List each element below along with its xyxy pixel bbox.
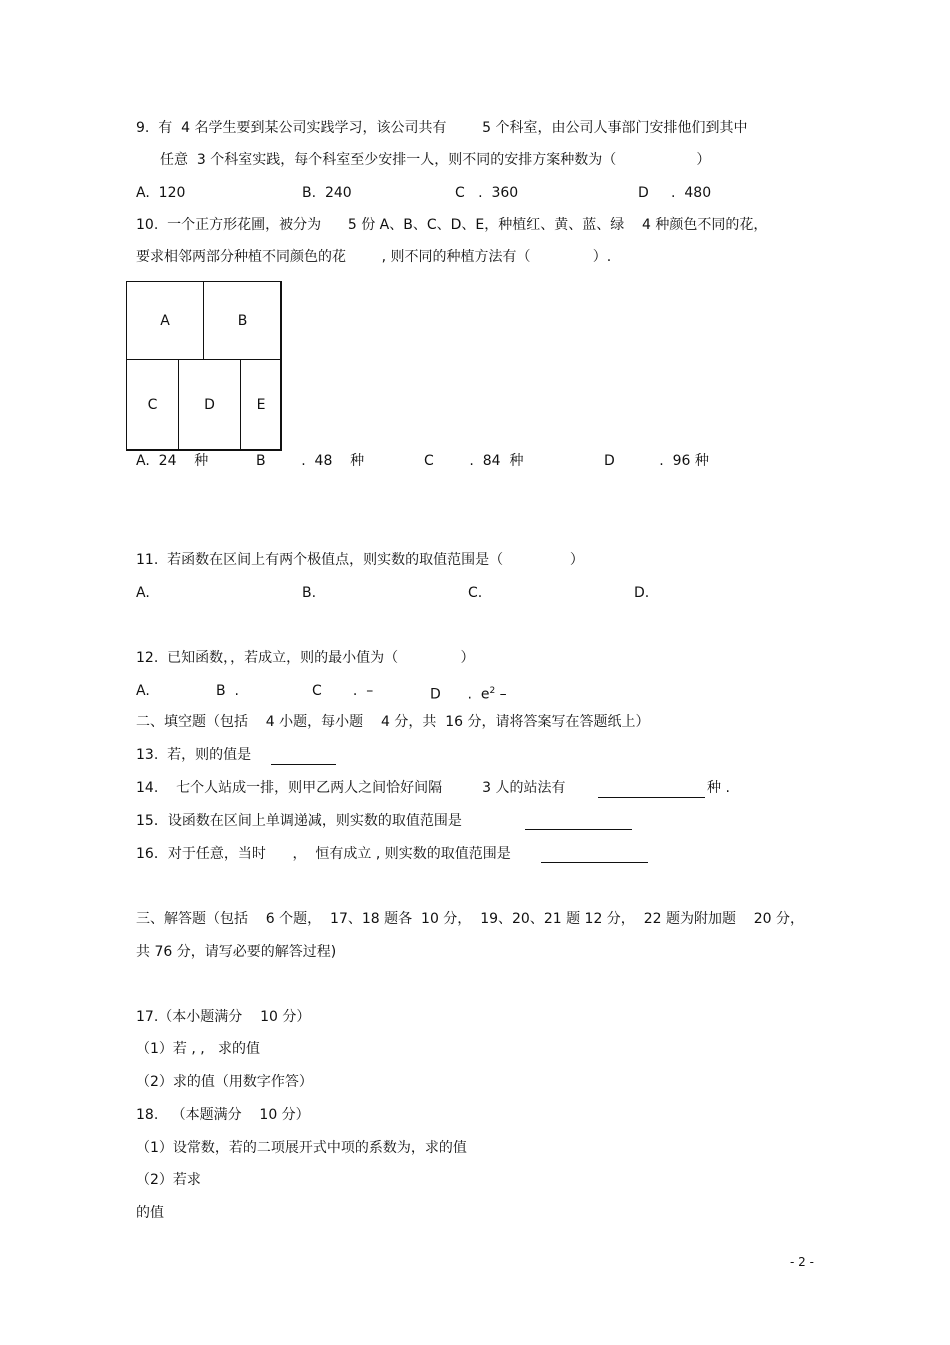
q9-option-c: C . 360	[455, 185, 519, 201]
q13-answer-blank[interactable]	[271, 764, 336, 765]
q12-option-d-exponent: 2	[489, 686, 496, 696]
q12-option-d-tail: –	[495, 686, 507, 703]
q16-stem: 16．对于任意，当时 ， 恒有成立 , 则实数的取值范围是	[136, 846, 511, 862]
q9-option-d: D . 480	[638, 185, 712, 201]
q17-part1: （1）若 , , 求的值	[136, 1041, 261, 1057]
q10-option-a: A. 24 种	[136, 453, 209, 469]
q12-option-d-text: D . e	[430, 686, 490, 703]
q14-answer-blank[interactable]	[598, 797, 705, 798]
q10-option-d: D . 96 种	[604, 453, 709, 469]
q15-stem: 15．设函数在区间上单调递减，则实数的取值范围是	[136, 813, 462, 829]
garden-cell-c: C	[126, 359, 179, 451]
section3-heading-line1: 三、解答题（包括 6 个题， 17、18 题各 10 分， 19、20、21 题 12 分， 22 题为附加题 20 分，	[136, 911, 805, 927]
q10-option-c: C . 84 种	[424, 453, 524, 469]
q11-option-d: D.	[634, 585, 650, 601]
q18-part2: （2）若求	[136, 1172, 201, 1188]
q14-unit: 种 .	[707, 780, 730, 796]
q17-title: 17.（本小题满分 10 分）	[136, 1009, 311, 1025]
page-number: - 2 -	[790, 1255, 814, 1269]
q14-stem: 14. 七个人站成一排，则甲乙两人之间恰好间隔 3 人的站法有	[136, 780, 566, 796]
q9-stem-line1: 9. 有 4 名学生要到某公司实践学习，该公司共有 5 个科室，由公司人事部门安排他们到其中	[136, 120, 748, 136]
garden-diagram	[126, 281, 281, 450]
q12-option-a: A.	[136, 683, 150, 699]
q12-option-b: B .	[216, 683, 239, 699]
q17-part2: （2）求的值（用数字作答）	[136, 1074, 313, 1090]
q9-option-a: A. 120	[136, 185, 186, 201]
q12-option-d	[430, 682, 507, 704]
q18-part2-continuation: 的值	[136, 1205, 164, 1221]
q12-option-c: C . –	[312, 683, 374, 699]
section2-heading: 二、填空题（包括 4 小题，每小题 4 分，共 16 分，请将答案写在答题纸上）	[136, 714, 650, 730]
q11-option-c: C.	[468, 585, 483, 601]
q11-option-a: A.	[136, 585, 150, 601]
garden-cell-b: B	[203, 281, 282, 360]
q10-option-b: B . 48 种	[256, 453, 365, 469]
q9-stem-line2: 任意 3 个科室实践，每个科室至少安排一人，则不同的安排方案种数为（ ）	[160, 152, 711, 168]
garden-cell-e: E	[240, 359, 282, 451]
garden-cell-a: A	[126, 281, 204, 360]
q13-stem: 13. 若，则的值是	[136, 747, 252, 763]
q15-answer-blank[interactable]	[525, 829, 632, 830]
q10-stem-line2: 要求相邻两部分种植不同颜色的花 , 则不同的种植方法有（ ）.	[136, 249, 612, 265]
q11-stem: 11. 若函数在区间上有两个极值点，则实数的取值范围是（ ）	[136, 552, 584, 568]
section3-heading-line2: 共 76 分，请写必要的解答过程)	[136, 944, 337, 960]
q18-title: 18. （本题满分 10 分）	[136, 1107, 310, 1123]
q18-part1: （1）设常数，若的二项展开式中项的系数为，求的值	[136, 1140, 467, 1156]
q12-stem: 12. 已知函数，，若成立，则的最小值为（ ）	[136, 650, 475, 666]
q10-stem-line1: 10. 一个正方形花圃，被分为 5 份 A、B、C、D、E，种植红、黄、蓝、绿 4 种颜色不同的花，	[136, 217, 768, 233]
q16-answer-blank[interactable]	[541, 862, 648, 863]
garden-cell-d: D	[178, 359, 241, 451]
q11-option-b: B.	[302, 585, 317, 601]
q9-option-b: B. 240	[302, 185, 352, 201]
